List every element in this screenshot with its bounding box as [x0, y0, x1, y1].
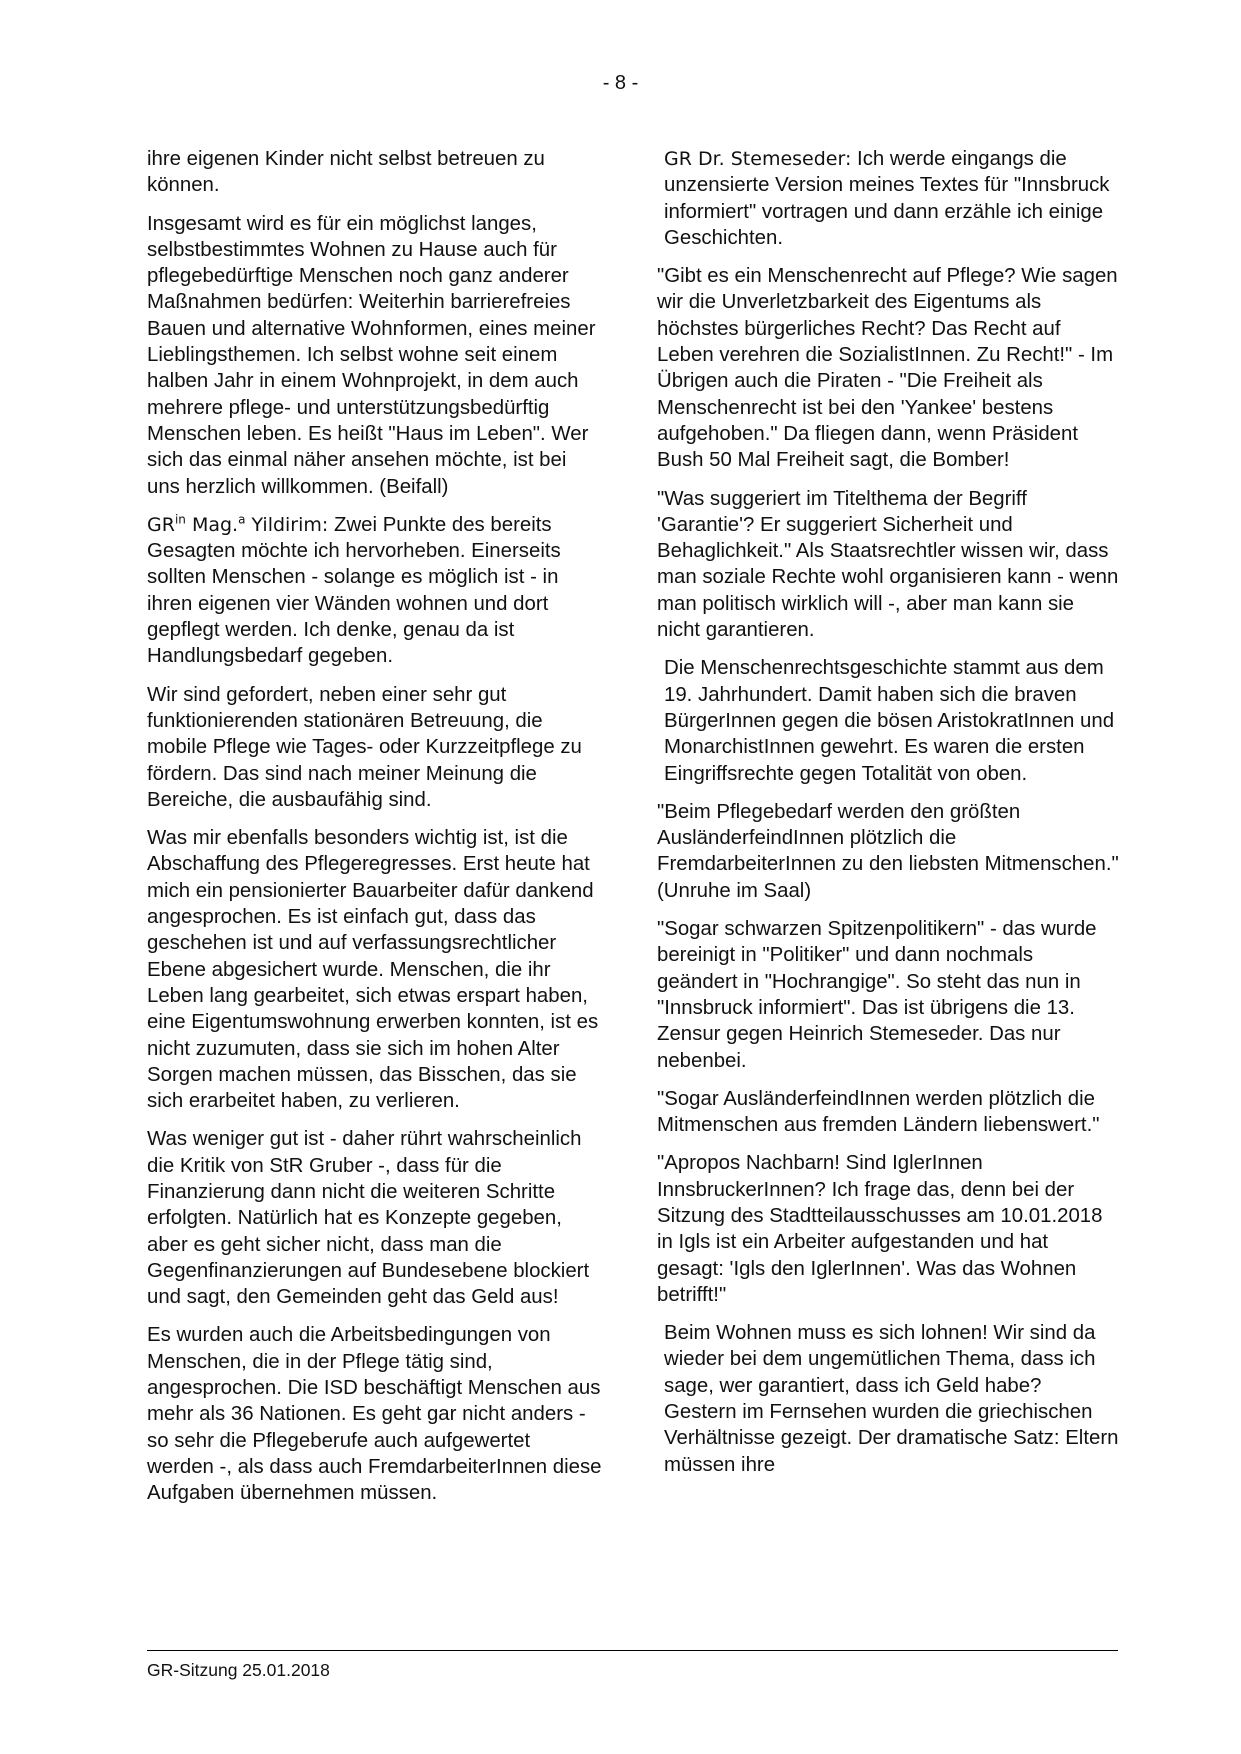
quote-paragraph: "Gibt es ein Menschenrecht auf Pflege? Wie sagen wir die Unverletzbarkeit des Eigentums als höchstes bürgerliches Recht? Das Recht auf Leben verehren die SozialistInnen. Zu Recht!" - Im Übrigen auch die Piraten - "Die Freiheit als Menschenrecht ist bei den 'Yankee' bestens aufgehoben." Da fliegen dann, wenn Präsident Bush 50 Mal Freiheit sagt, die Bomber!: [657, 265, 1118, 472]
paragraph: ihre eigenen Kinder nicht selbst betreuen zu können.: [147, 148, 545, 197]
paragraph: [147, 512, 602, 670]
paragraph: [664, 146, 1119, 251]
quote-paragraph: "Apropos Nachbarn! Sind IglerInnen InnsbruckerInnen? Ich frage das, denn bei der Sitzung des Stadtteilausschusses am 10.01.2018 in Igls ist ein Arbeiter aufgestanden und hat gesagt: 'Igls den IglerInnen'. Was das Wohnen betrifft!": [657, 1152, 1103, 1306]
paragraph-text: Ich werde eingangs die unzensierte Version meines Textes für "Innsbruck informiert" vortragen und dann erzähle ich einige Geschichten.: [664, 148, 1110, 249]
footer-text: GR-Sitzung 25.01.2018: [147, 1660, 330, 1680]
paragraph: Wir sind gefordert, neben einer sehr gut funktionierenden stationären Betreuung, die mobile Pflege wie Tages- oder Kurzzeitpflege zu fördern. Das sind nach meiner Meinung die Bereiche, die ausbaufähig sind.: [147, 683, 582, 811]
paragraph: Beim Wohnen muss es sich lohnen! Wir sind da wieder bei dem ungemütlichen Thema, dass ich sage, wer garantiert, dass ich Geld habe? Gestern im Fernsehen wurden die griechischen Verhältnisse gezeigt. Der dramatische Satz: Eltern müssen ihre: [664, 1322, 1119, 1476]
paragraph: Die Menschenrechtsgeschichte stammt aus dem 19. Jahrhundert. Damit haben sich die braven BürgerInnen gegen die bösen AristokratInnen und MonarchistInnen gewehrt. Es waren die ersten Eingriffsrechte gegen Totalität von oben.: [664, 657, 1115, 785]
speaker-title-superscript: in: [174, 512, 186, 527]
quote-paragraph: "Sogar AusländerfeindInnen werden plötzlich die Mitmenschen aus fremden Ländern liebenswert.": [657, 1087, 1100, 1137]
paragraph: Was weniger gut ist - daher rührt wahrscheinlich die Kritik von StR Gruber -, dass für die Finanzierung dann nicht die weiteren Schritte erfolgten. Natürlich hat es Konzepte gegeben, aber es geht sicher nicht, dass man die Gegenfinanzierungen auf Bundesebene blockiert und sagt, den Gemeinden geht das Geld aus!: [147, 1128, 590, 1309]
quote-paragraph: "Sogar schwarzen Spitzenpolitikern" - das wurde bereinigt in "Politiker" und dann nochmals geändert in "Hochrangige". So steht das nun in "Innsbruck informiert". Das ist übrigens die 13. Zensur gegen Heinrich Stemeseder. Das nur nebenbei.: [657, 918, 1097, 1072]
speaker-name: GR Dr. Stemeseder:: [664, 148, 852, 170]
footer-divider: [147, 1650, 1118, 1651]
left-column: [147, 146, 602, 1519]
paragraph: Was mir ebenfalls besonders wichtig ist, ist die Abschaffung des Pflegeregresses. Erst heute hat mich ein pensionierter Bauarbeiter dafür dankend angesprochen. Es ist einfach gut, dass das geschehen ist und auf verfassungsrechtlicher Ebene abgesichert wurde. Menschen, die ihr Leben lang gearbeitet, sich etwas erspart haben, eine Eigentumswohnung erwerben konnten, ist es nicht zuzumuten, dass sie sich im hohen Alter Sorgen machen müssen, das Bisschen, das sie sich erarbeitet haben, zu verlieren.: [147, 827, 599, 1113]
quote-paragraph: "Beim Pflegebedarf werden den größten AusländerfeindInnen plötzlich die FremdarbeiterInnen zu den liebsten Mitmenschen." (Unruhe im Saal): [657, 800, 1119, 902]
speaker-degree-superscript: a: [238, 512, 246, 527]
page-number: - 8 -: [602, 72, 639, 94]
speaker-title: GR: [147, 513, 175, 536]
speaker-name: [147, 514, 328, 536]
paragraph-text: Zwei Punkte des bereits Gesagten möchte ich hervorheben. Einerseits sollten Menschen - solange es möglich ist - in ihren eigenen vier Wänden wohnen und dort gepflegt werden. Ich denke, genau da ist Handlungsbedarf gegeben.: [147, 513, 561, 668]
paragraph: Es wurden auch die Arbeitsbedingungen von Menschen, die in der Pflege tätig sind, angesprochen. Die ISD beschäftigt Menschen aus mehr als 36 Nationen. Es geht gar nicht anders - so sehr die Pflegeberufe auch aufgewertet werden -, als dass auch FremdarbeiterInnen diese Aufgaben übernehmen müssen.: [147, 1324, 602, 1505]
paragraph: Insgesamt wird es für ein möglichst langes, selbstbestimmtes Wohnen zu Hause auch für pflegebedürftige Menschen noch ganz anderer Maßnahmen bedürfen: Weiterhin barrierefreies Bauen und alternative Wohnformen, eines meiner Lieblingsthemen. Ich selbst wohne seit einem halben Jahr in einem Wohnprojekt, in dem auch mehrere pflege- und unterstützungsbedürftig Menschen leben. Es heißt "Haus im Leben". Wer sich das einmal näher ansehen möchte, ist bei uns herzlich willkommen. (Beifall): [147, 212, 596, 498]
speaker-surname: Yildirim:: [251, 513, 329, 536]
speaker-degree: Mag.: [191, 513, 239, 536]
right-column: [657, 146, 1119, 1490]
quote-paragraph: "Was suggeriert im Titelthema der Begriff 'Garantie'? Er suggeriert Sicherheit und Behaglichkeit." Als Staatsrechtler wissen wir, dass man soziale Rechte wohl organisieren kann - wenn man politisch wirklich will -, aber man kann sie nicht garantieren.: [657, 487, 1119, 642]
